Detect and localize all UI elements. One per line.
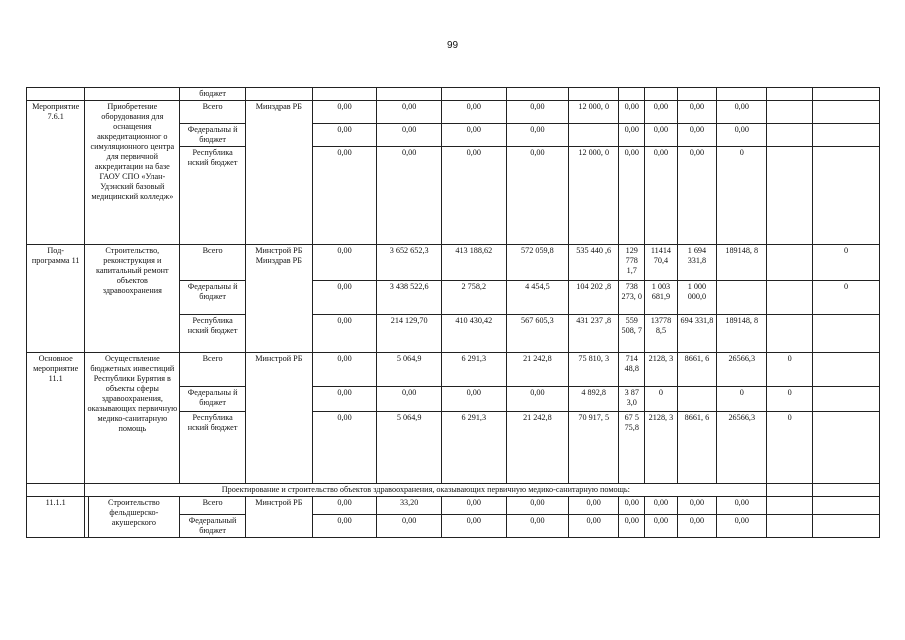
value-cell: 0,00 [377,124,442,147]
value-cell: 0,00 [717,124,767,147]
value-cell [569,88,619,101]
budget-table [26,87,880,538]
row-name: Строительство, реконструкция и капитальный ремонт объектов здравоохранения [85,245,180,353]
value-cell: 0 [813,245,880,281]
value-cell: 6 291,3 [441,353,506,387]
value-cell: 535 440 ,6 [569,245,619,281]
value-cell [677,387,717,412]
value-cell: 8661, 6 [677,353,717,387]
page-number: 99 [446,40,459,51]
funding-source: Всего [180,245,246,281]
value-cell: 0,00 [312,412,377,484]
row-name: Приобретение оборудования для оснащения аккредитационног о симуляционного центра для первичной аккредитации на базе ГАОУ СПО «Улан-Удэнский базовый медицинский колледж» [85,101,180,245]
value-cell: 0 [767,387,813,412]
value-cell: 26566,3 [717,353,767,387]
funding-source: Республика нский бюджет [180,315,246,353]
value-cell: 0,00 [506,147,569,245]
value-cell: 70 917, 5 [569,412,619,484]
value-cell: 0,00 [645,515,677,538]
value-cell [767,315,813,353]
table-row [27,353,880,387]
value-cell: 0 [645,387,677,412]
value-cell: 0,00 [441,515,506,538]
funding-source: Республика нский бюджет [180,412,246,484]
value-cell: 0,00 [619,515,645,538]
value-cell [767,147,813,245]
value-cell [312,88,377,101]
value-cell: 410 430,42 [441,315,506,353]
value-cell: 2128, 3 [645,353,677,387]
value-cell: 0,00 [619,124,645,147]
value-cell: 6 291,3 [441,412,506,484]
source-cell: бюджет [180,88,246,101]
value-cell [813,412,880,484]
row-executor: Минстрой РБ [245,497,312,538]
value-cell: 12 000, 0 [569,147,619,245]
value-cell: 189148, 8 [717,245,767,281]
value-cell [813,147,880,245]
value-cell: 4 454,5 [506,281,569,315]
value-cell [645,88,677,101]
value-cell: 4 892,8 [569,387,619,412]
value-cell: 431 237 ,8 [569,315,619,353]
value-cell: 0,00 [377,387,442,412]
table-row [27,484,880,497]
value-cell: 0,00 [441,387,506,412]
value-cell: 0,00 [619,101,645,124]
value-cell [813,124,880,147]
value-cell: 189148, 8 [717,315,767,353]
value-cell: 11414 70,4 [645,245,677,281]
value-cell: 5 064,9 [377,412,442,484]
funding-source: Всего [180,101,246,124]
value-cell: 2128, 3 [645,412,677,484]
value-cell: 0,00 [506,387,569,412]
value-cell: 0,00 [312,245,377,281]
value-cell [767,101,813,124]
value-cell: 0,00 [619,147,645,245]
empty-cell [27,88,85,101]
value-cell: 0,00 [312,101,377,124]
row-executor: Минстрой РБ Минздрав РБ [245,245,312,353]
funding-source: Федеральны й бюджет [180,281,246,315]
row-code: Основное мероприятие 11.1 [27,353,85,484]
section-heading: Проектирование и строительство объектов здравоохранения, оказывающих первичную медико-санитарную помощь: [85,484,767,497]
value-cell: 12 000, 0 [569,101,619,124]
value-cell [767,245,813,281]
value-cell: 0,00 [377,515,442,538]
value-cell: 1 000 000,0 [677,281,717,315]
funding-source: Федеральны й бюджет [180,387,246,412]
row-code: Под-программа 11 [27,245,85,353]
value-cell [245,88,312,101]
value-cell: 0 [813,281,880,315]
value-cell [717,88,767,101]
value-cell [767,281,813,315]
value-cell: 0,00 [312,515,377,538]
value-cell: 738 273, 0 [619,281,645,315]
value-cell: 567 605,3 [506,315,569,353]
value-cell: 104 202 ,8 [569,281,619,315]
value-cell: 0,00 [312,281,377,315]
value-cell: 559 508, 7 [619,315,645,353]
empty-cell [813,484,880,497]
row-executor: Минздрав РБ [245,101,312,245]
value-cell [767,497,813,515]
value-cell: 0,00 [677,147,717,245]
value-cell [717,281,767,315]
value-cell: 3 87 3,0 [619,387,645,412]
table-row [27,245,880,281]
value-cell [619,88,645,101]
value-cell: 0,00 [312,315,377,353]
funding-source: Федеральны й бюджет [180,124,246,147]
value-cell: 0 [767,412,813,484]
row-code: 11.1.1 [27,497,85,538]
table-row [27,497,880,515]
table-row [27,101,880,124]
value-cell: 0,00 [312,387,377,412]
row-name: Осуществление бюджетных инвестиций Республики Бурятия в объекты сферы здравоохранения, оказывающих первичную медико-санитарную помощь [85,353,180,484]
value-cell: 0,00 [645,497,677,515]
row-executor: Минстрой РБ [245,353,312,484]
value-cell: 13778 8,5 [645,315,677,353]
row-name: Строительство фельдшерско-акушерского [88,497,180,538]
funding-source: Всего [180,353,246,387]
value-cell: 0 [767,353,813,387]
value-cell: 0,00 [312,353,377,387]
value-cell: 0,00 [441,147,506,245]
value-cell: 3 438 522,6 [377,281,442,315]
value-cell [813,353,880,387]
empty-cell [85,88,180,101]
value-cell: 8661, 6 [677,412,717,484]
value-cell [813,101,880,124]
value-cell [813,497,880,515]
value-cell: 0,00 [677,497,717,515]
value-cell: 1 003 681,9 [645,281,677,315]
value-cell [377,88,442,101]
value-cell [813,315,880,353]
value-cell: 5 064,9 [377,353,442,387]
value-cell [813,387,880,412]
value-cell: 0,00 [677,515,717,538]
value-cell: 0,00 [312,497,377,515]
funding-source: Федеральный бюджет [180,515,246,538]
value-cell: 0,00 [441,124,506,147]
value-cell: 26566,3 [717,412,767,484]
value-cell: 0,00 [645,101,677,124]
value-cell: 0,00 [645,147,677,245]
value-cell [441,88,506,101]
value-cell: 714 48,8 [619,353,645,387]
value-cell: 0,00 [717,101,767,124]
value-cell [569,124,619,147]
value-cell: 413 188,62 [441,245,506,281]
funding-source: Всего [180,497,246,515]
value-cell [677,88,717,101]
value-cell: 1 694 331,8 [677,245,717,281]
value-cell: 129 778 1,7 [619,245,645,281]
row-code: Мероприятие 7.6.1 [27,101,85,245]
value-cell [813,88,880,101]
value-cell: 0,00 [441,497,506,515]
value-cell: 0,00 [569,497,619,515]
value-cell: 0,00 [717,515,767,538]
value-cell: 0,00 [506,124,569,147]
table-row [27,88,880,101]
value-cell: 0 [717,147,767,245]
value-cell: 0,00 [377,147,442,245]
empty-cell [27,484,85,497]
value-cell: 0,00 [506,515,569,538]
value-cell: 0,00 [645,124,677,147]
value-cell: 0,00 [677,124,717,147]
value-cell: 0,00 [312,124,377,147]
value-cell: 0,00 [569,515,619,538]
value-cell: 0,00 [677,101,717,124]
value-cell [767,124,813,147]
value-cell [813,515,880,538]
value-cell: 572 059,8 [506,245,569,281]
value-cell: 0,00 [717,497,767,515]
value-cell: 2 758,2 [441,281,506,315]
funding-source: Республика нский бюджет [180,147,246,245]
value-cell: 0,00 [506,497,569,515]
value-cell: 3 652 652,3 [377,245,442,281]
value-cell: 75 810, 3 [569,353,619,387]
value-cell: 21 242,8 [506,353,569,387]
value-cell: 67 5 75,8 [619,412,645,484]
value-cell: 0 [717,387,767,412]
value-cell: 214 129,70 [377,315,442,353]
value-cell [506,88,569,101]
value-cell: 21 242,8 [506,412,569,484]
value-cell [767,88,813,101]
value-cell: 0,00 [506,101,569,124]
value-cell: 0,00 [312,147,377,245]
value-cell: 0,00 [441,101,506,124]
table-body [27,88,880,538]
value-cell [767,515,813,538]
empty-cell [767,484,813,497]
value-cell: 0,00 [619,497,645,515]
value-cell: 0,00 [377,101,442,124]
value-cell: 33,20 [377,497,442,515]
value-cell: 694 331,8 [677,315,717,353]
